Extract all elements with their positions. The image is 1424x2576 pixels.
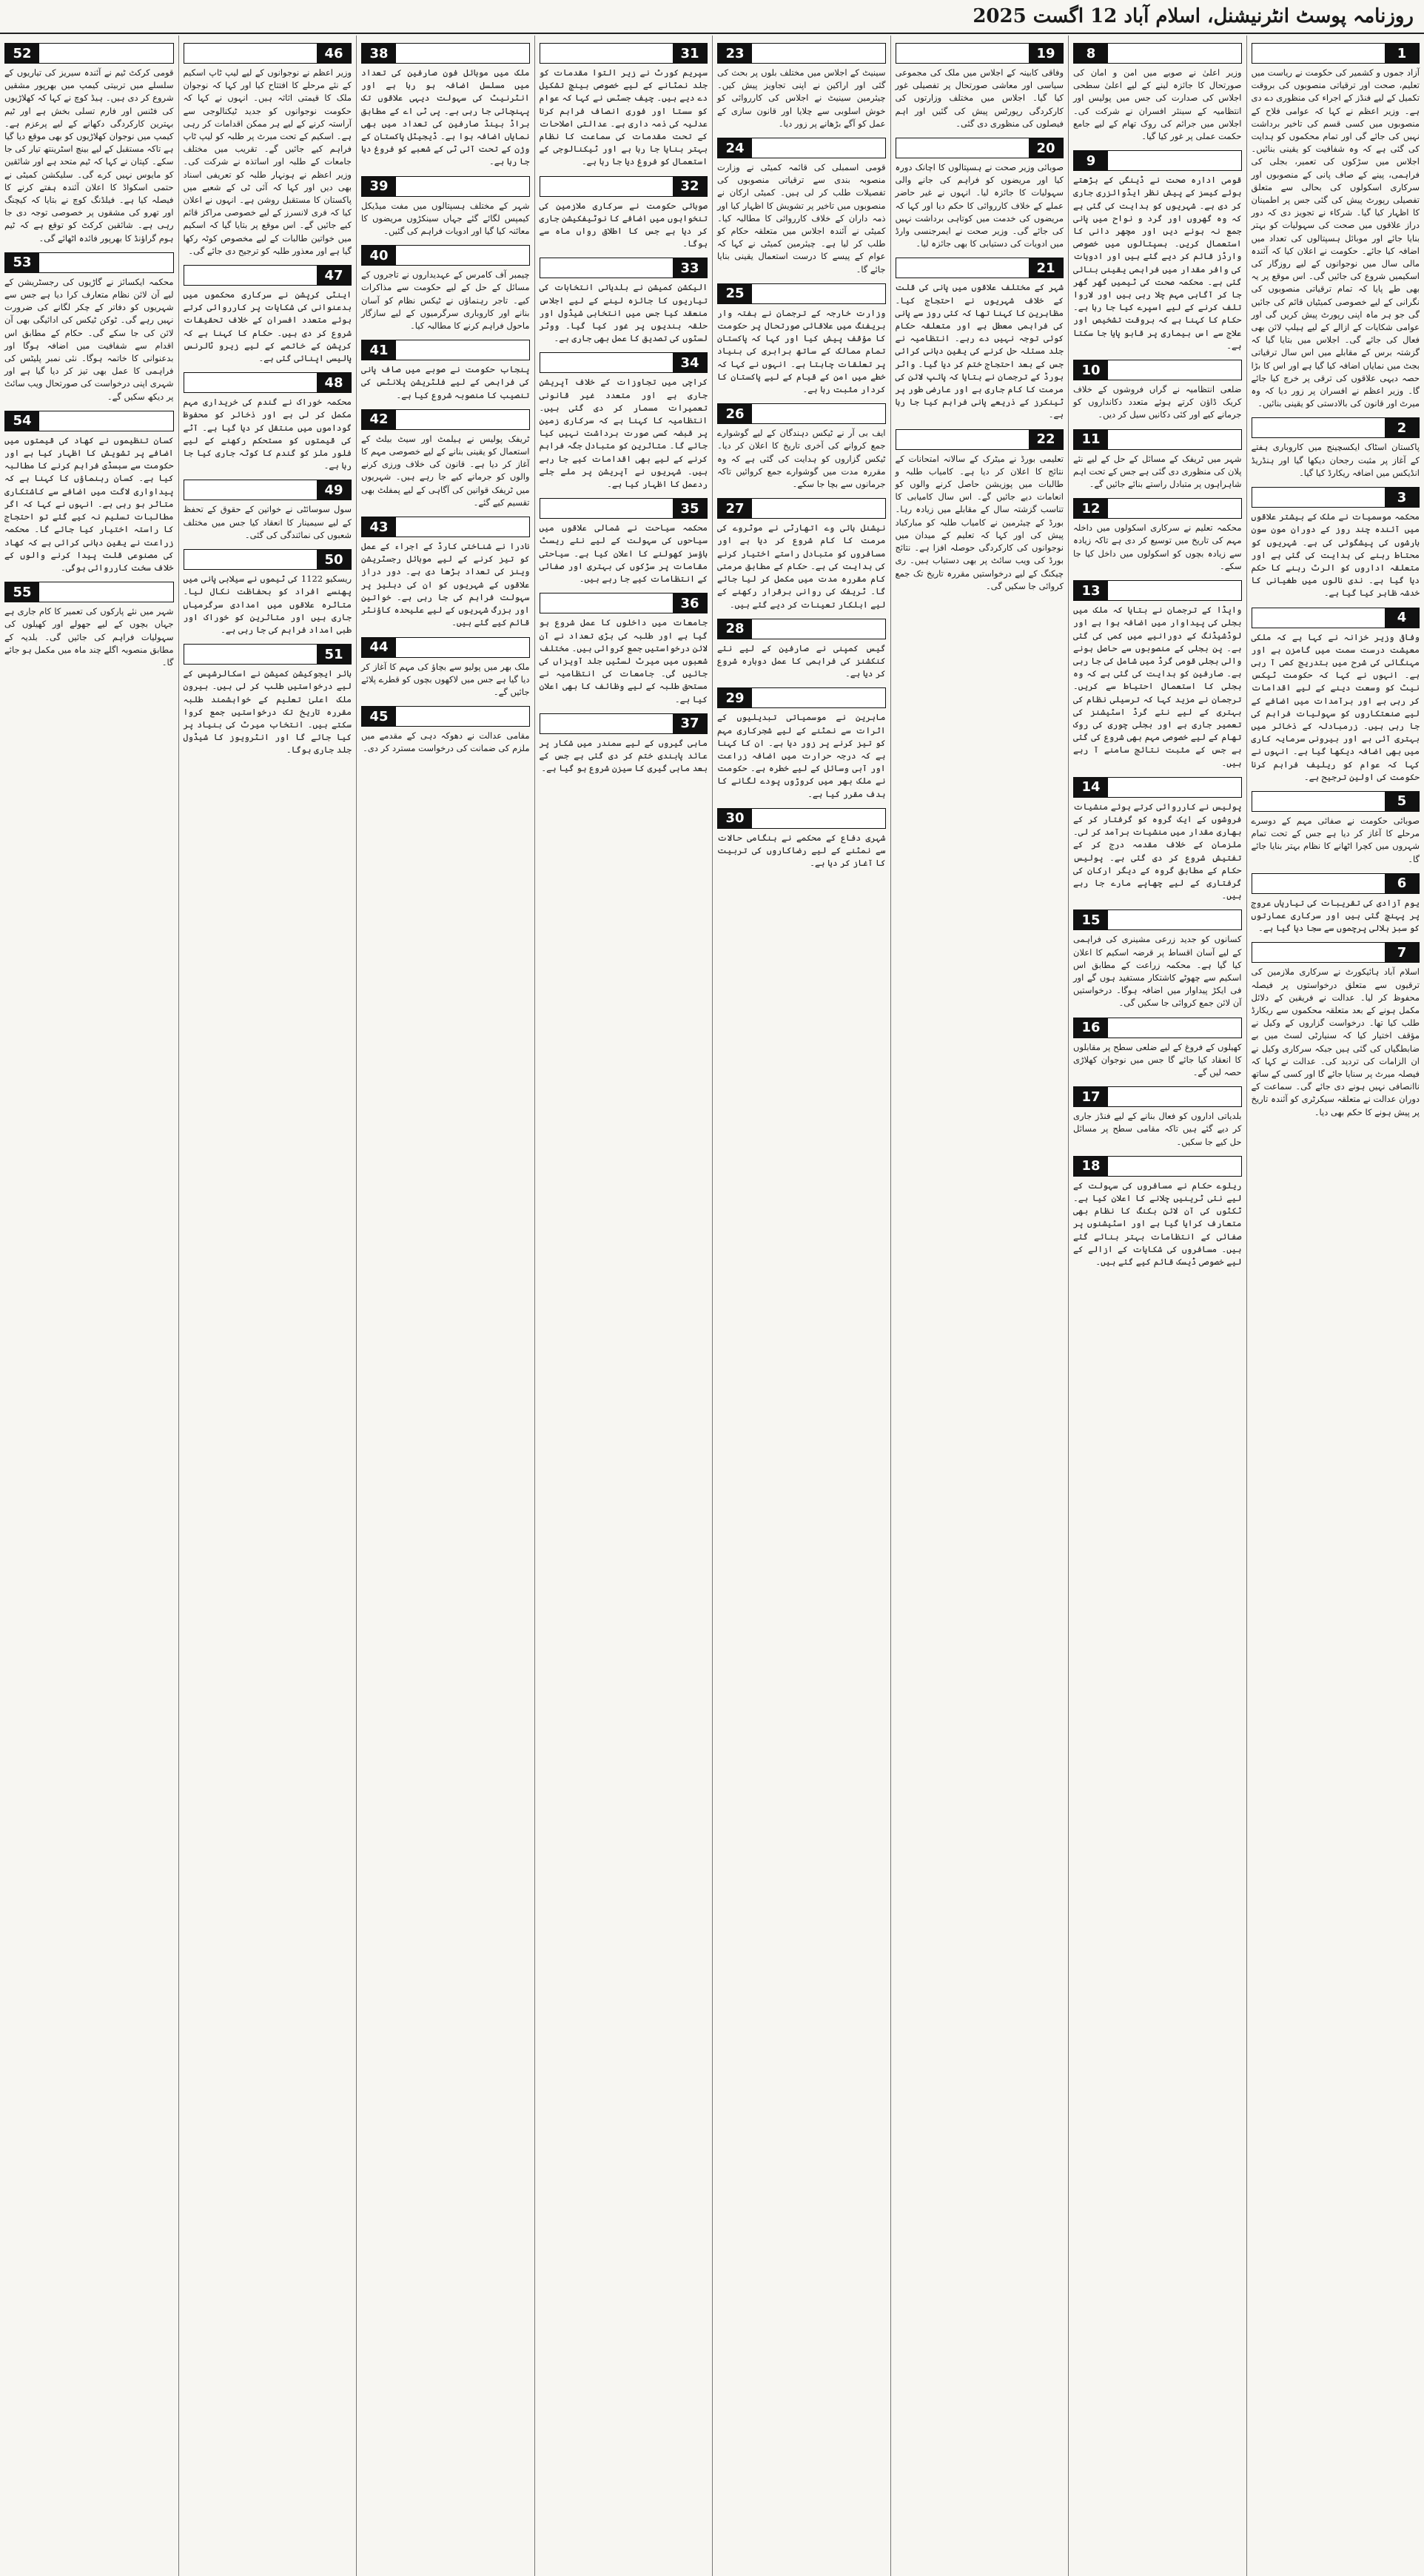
news-item [361, 409, 530, 509]
tab-bar [540, 714, 674, 733]
item-number-tab [1252, 942, 1420, 963]
item-number-tab [540, 593, 708, 613]
news-item [184, 549, 352, 636]
item-number-tab [717, 283, 886, 304]
item-text: یوم آزادی کی تقریبات کی تیاریاں عروج پر پہنچ گئی ہیں اور سرکاری عمارتوں کو سبز ہلالی پرچموں سے سجا دیا گیا ہے۔ [1251, 897, 1420, 934]
item-number-tab [540, 713, 708, 734]
item-text: شہر کے مختلف ہسپتالوں میں مفت میڈیکل کیمپس لگائے گئے جہاں سینکڑوں مریضوں کا معائنہ کیا گیا اور ادویات فراہم کی گئیں۔ [361, 200, 530, 237]
tab-bar [540, 353, 674, 372]
news-item [540, 713, 708, 776]
tab-bar [896, 44, 1030, 63]
item-number: 46 [317, 44, 351, 63]
item-text: بلدیاتی اداروں کو فعال بنانے کے لیے فنڈز جاری کر دیے گئے ہیں تاکہ مقامی سطح پر مسائل حل کیے جا سکیں۔ [1073, 1111, 1242, 1147]
item-number-tab [896, 138, 1064, 158]
news-column [1068, 36, 1246, 2576]
masthead [0, 0, 1424, 34]
news-item [184, 265, 352, 365]
news-item [896, 138, 1064, 250]
item-number-tab [184, 549, 352, 570]
tab-bar [1252, 608, 1386, 628]
item-number-tab [717, 138, 886, 158]
item-text: شہر میں ٹریفک کے مسائل کے حل کے لیے نئے پلان کی منظوری دی گئی ہے جس کے تحت اہم شاہراہوں پر متبادل راستے بنائے جائیں گے۔ [1073, 453, 1242, 490]
news-item [1252, 608, 1420, 784]
tab-bar [540, 499, 674, 518]
item-number-tab [1073, 777, 1242, 798]
item-number: 53 [5, 253, 39, 272]
item-text: قومی اسمبلی کی قائمہ کمیٹی نے وزارت منصوبہ بندی سے ترقیاتی منصوبوں کی تفصیلات طلب کر لی ہیں۔ کمیٹی ارکان نے منصوبوں میں تاخیر پر تشویش کا اظہار کیا اور ذمہ داران کے خلاف کارروائی کا مطالبہ کیا۔ کمیٹی نے آئندہ اجلاس میں متعلقہ حکام کو طلب کر لیا ہے۔ چیئرمین کمیٹی نے کہا کہ عوام کے پیسے کا درست استعمال یقینی بنایا جائے گا۔ [717, 162, 886, 275]
item-number: 30 [718, 809, 752, 828]
news-item [540, 352, 708, 491]
item-number: 55 [5, 582, 39, 602]
news-item [717, 283, 886, 396]
tab-bar [1252, 874, 1386, 893]
tab-bar [396, 517, 529, 537]
item-number: 36 [673, 593, 707, 613]
item-number: 54 [5, 411, 39, 431]
news-item [1073, 360, 1242, 422]
item-text: محکمہ سیاحت نے شمالی علاقوں میں سیاحوں کی سہولت کے لیے نئے ریسٹ ہاؤسز کھولنے کا اعلان کیا ہے۔ سیاحتی مقامات پر سڑکوں کی بہتری اور صفائی کے انتظامات کیے جا رہے ہیں۔ [539, 522, 708, 585]
item-number: 1 [1385, 44, 1419, 63]
item-number-tab [1252, 487, 1420, 508]
item-number-tab [1073, 360, 1242, 380]
item-number: 9 [1074, 151, 1108, 170]
item-text: محکمہ تعلیم نے سرکاری اسکولوں میں داخلہ مہم کی تاریخ میں توسیع کر دی ہے تاکہ زیادہ سے زیادہ بچوں کو اسکولوں میں داخل کیا جا سکے۔ [1073, 522, 1242, 571]
news-item [896, 43, 1064, 130]
tab-bar [1108, 1157, 1241, 1176]
item-number: 49 [317, 480, 351, 500]
tab-bar [396, 707, 529, 726]
tab-bar [1108, 778, 1241, 797]
tab-bar [540, 177, 674, 196]
news-item [1073, 777, 1242, 903]
news-item [540, 43, 708, 169]
item-number-tab [184, 372, 352, 393]
item-number-tab [1252, 417, 1420, 438]
item-text: الیکشن کمیشن نے بلدیاتی انتخابات کی تیاریوں کا جائزہ لینے کے لیے اجلاس منعقد کیا جس میں انتخابی شیڈول اور حلقہ بندیوں پر غور کیا گیا۔ ووٹر لسٹوں کی تصدیق کا عمل بھی جاری ہے۔ [539, 282, 708, 344]
item-number-tab [717, 808, 886, 829]
news-item [1073, 43, 1242, 143]
item-number-tab [361, 637, 530, 658]
item-text: آزاد جموں و کشمیر کی حکومت نے ریاست میں تعلیم، صحت اور ترقیاتی منصوبوں کی بروقت تکمیل کے لیے فنڈز کے اجراء کی منظوری دے دی ہے۔ وزیر اعظم نے کہا کہ عوامی فلاح کے منصوبوں میں کسی قسم کی تاخیر برداشت نہیں کی جائے گی اور تمام محکموں کو ہدایت کی گئی ہے کہ وہ شفافیت کو یقینی بنائیں۔ اجلاس میں سڑکوں کی تعمیر، بجلی کی فراہمی، پینے کے صاف پانی کے منصوبوں اور سرکاری اسکولوں کی بحالی سے متعلق تفصیلی رپورٹ پیش کی گئی جس پر اطمینان کا اظہار کیا گیا۔ شرکاء نے تجویز دی کہ دور دراز علاقوں میں صحت کی سہولیات کو بہتر بنایا جائے اور موبائل ہسپتالوں کی تعداد میں اضافہ کیا جائے۔ حکومت نے اعلان کیا کہ آئندہ مالی سال میں نوجوانوں کے لیے روزگار کی اسکیمیں شروع کی جائیں گی۔ اس موقع پر یہ بھی طے پایا کہ تمام ترقیاتی منصوبوں کی نگرانی کے لیے خصوصی کمیٹیاں قائم کی جائیں گی جو ہر ماہ اپنی رپورٹ پیش کریں گی اور عوامی شکایات کے ازالے کے لیے ہیلپ لائن بھی فعال کی جائے گی۔ اجلاس میں بتایا گیا کہ گزشتہ برس کے مقابلے میں اس سال ترقیاتی بجٹ میں نمایاں اضافہ کیا گیا ہے اور اس کا بڑا حصہ دیہی علاقوں کی ترقی پر خرچ کیا جائے گا۔ وزیر اعظم نے افسران پر زور دیا کہ وہ میرٹ اور قانون کی بالادستی کو یقینی بنائیں۔ [1251, 67, 1420, 409]
item-number-tab [540, 258, 708, 278]
item-number: 24 [718, 138, 752, 158]
item-text: ایف بی آر نے ٹیکس دہندگان کے لیے گوشوارے جمع کروانے کی آخری تاریخ کا اعلان کر دیا۔ ٹیکس گزاروں کو ہدایت کی گئی ہے کہ وہ مقررہ مدت میں گوشوارے جمع کروائیں تاکہ جرمانوں سے بچا جا سکے۔ [717, 428, 886, 490]
item-text: ملک بھر میں پولیو سے بچاؤ کی مہم کا آغاز کر دیا گیا ہے جس میں لاکھوں بچوں کو قطرے پلائے جائیں گے۔ [361, 661, 530, 697]
news-item [4, 43, 174, 245]
item-number: 15 [1074, 910, 1108, 929]
item-number: 52 [5, 44, 39, 63]
page-title: روزنامہ پوسٹ انٹرنیشنل، اسلام آباد 12 اگست 2025 [973, 5, 1414, 27]
news-item [1073, 909, 1242, 1009]
tab-bar [752, 688, 885, 707]
news-item [717, 43, 886, 130]
item-number: 13 [1074, 581, 1108, 600]
item-number: 41 [362, 340, 396, 360]
item-number: 42 [362, 410, 396, 429]
item-text: وزیر اعظم نے نوجوانوں کے لیے لیپ ٹاپ اسکیم کے نئے مرحلے کا افتتاح کیا اور کہا کہ نوجوان ملک کا قیمتی اثاثہ ہیں۔ انہوں نے کہا کہ حکومت نوجوانوں کو جدید ٹیکنالوجی سے آراستہ کرنے کے لیے ہر ممکن اقدامات کر رہی ہے۔ اسکیم کے تحت میرٹ پر طلبہ کو لیپ ٹاپ فراہم کیے جائیں گے۔ تقریب میں مختلف جامعات کے طلبہ اور اساتذہ نے شرکت کی۔ وزیر اعظم نے ہونہار طلبہ کو تعریفی اسناد بھی دیں اور کہا کہ آئی ٹی کے شعبے میں پاکستان کا مستقبل روشن ہے۔ انہوں نے اعلان کیا کہ فری لانسرز کے لیے خصوصی مراکز قائم کیے جائیں گے۔ اس موقع پر بتایا گیا کہ اسکیم میں خواتین طالبات کے لیے مخصوص کوٹہ رکھا گیا ہے اور معذور طلبہ کو ترجیح دی جائے گی۔ [183, 67, 352, 256]
item-number: 47 [317, 266, 351, 285]
item-number: 25 [718, 284, 752, 303]
news-item [1252, 487, 1420, 599]
news-column [890, 36, 1069, 2576]
item-number: 12 [1074, 499, 1108, 518]
item-number: 31 [673, 44, 707, 63]
tab-bar [752, 404, 885, 423]
news-item [896, 258, 1064, 421]
item-number: 16 [1074, 1018, 1108, 1038]
item-number-tab [361, 409, 530, 430]
item-number-tab [896, 43, 1064, 64]
item-number: 35 [673, 499, 707, 518]
tab-bar [396, 340, 529, 360]
item-text: ٹریفک پولیس نے ہیلمٹ اور سیٹ بیلٹ کے استعمال کو یقینی بنانے کے لیے خصوصی مہم کا آغاز کر دیا ہے۔ قانون کی خلاف ورزی کرنے والوں کو جرمانے کیے جا رہے ہیں۔ شہریوں میں ٹریفک قوانین کی آگاہی کے لیے پمفلٹ بھی تقسیم کیے گئے۔ [361, 433, 530, 508]
tab-bar [752, 499, 885, 518]
news-item [540, 593, 708, 705]
news-item [717, 403, 886, 491]
item-number: 34 [673, 353, 707, 372]
tab-bar [752, 809, 885, 828]
news-column [712, 36, 890, 2576]
item-number-tab [540, 176, 708, 197]
tab-bar [1108, 151, 1241, 170]
tab-bar [896, 258, 1030, 278]
item-text: محکمہ ایکسائز نے گاڑیوں کی رجسٹریشن کے لیے آن لائن نظام متعارف کرا دیا ہے جس سے شہریوں کو دفاتر کے چکر لگانے کی ضرورت نہیں رہے گی۔ ٹوکن ٹیکس کی ادائیگی بھی آن لائن کی جا سکے گی۔ حکام کے مطابق اس اقدام سے شفافیت میں اضافہ ہوگا اور بدعنوانی کا خاتمہ ہوگا۔ نئی نمبر پلیٹس کی فراہمی کا عمل بھی تیز کر دیا گیا ہے اور شہری اپنی درخواست کی صورتحال ویب سائٹ پر دیکھ سکیں گے۔ [4, 276, 174, 402]
item-number: 44 [362, 638, 396, 657]
item-text: نادرا نے شناختی کارڈ کے اجراء کے عمل کو تیز کرنے کے لیے موبائل رجسٹریشن وینز کی تعداد بڑھا دی ہے۔ دور دراز علاقوں کے شہریوں کو ان کی دہلیز پر سہولت فراہم کی جا رہی ہے۔ خواتین اور بزرگ شہریوں کے لیے علیحدہ کاؤنٹر قائم کیے گئے ہیں۔ [361, 541, 530, 628]
item-number: 23 [718, 44, 752, 63]
item-number: 27 [718, 499, 752, 518]
item-text: سول سوسائٹی نے خواتین کے حقوق کے تحفظ کے لیے سیمینار کا انعقاد کیا جس میں مختلف شعبوں کی نمائندگی کی گئی۔ [183, 504, 352, 540]
item-number-tab [184, 43, 352, 64]
item-number: 43 [362, 517, 396, 537]
tab-bar [1252, 488, 1386, 507]
tab-bar [39, 44, 173, 63]
item-number-tab [717, 43, 886, 64]
item-text: صوبائی حکومت نے صفائی مہم کے دوسرے مرحلے کا آغاز کر دیا ہے جس کے تحت تمام شہروں میں کچرا اٹھانے کا نظام بہتر بنایا جائے گا۔ [1251, 815, 1420, 864]
item-text: وزارت خارجہ کے ترجمان نے ہفتہ وار بریفنگ میں علاقائی صورتحال پر حکومت کا مؤقف پیش کیا اور کہا کہ پاکستان تمام ممالک کے ساتھ برابری کی بنیاد پر تعلقات چاہتا ہے۔ انہوں نے کہا کہ خطے میں امن کے قیام کے لیے پاکستان کا کردار مثبت رہا ہے۔ [717, 307, 886, 395]
item-number-tab [1252, 608, 1420, 628]
news-item [1252, 873, 1420, 935]
tab-bar [396, 44, 529, 63]
item-number: 20 [1029, 138, 1063, 158]
news-item [1073, 498, 1242, 573]
tab-bar [1108, 1087, 1241, 1106]
item-number-tab [1073, 1018, 1242, 1038]
item-number-tab [1073, 1086, 1242, 1107]
item-number: 33 [673, 258, 707, 278]
tab-bar [1252, 418, 1386, 437]
item-number: 50 [317, 550, 351, 569]
item-number-tab [361, 517, 530, 537]
item-number: 28 [718, 619, 752, 639]
item-number: 14 [1074, 778, 1108, 797]
item-number-tab [1073, 580, 1242, 601]
news-item [717, 498, 886, 611]
item-number-tab [1252, 873, 1420, 894]
item-text: اینٹی کرپشن نے سرکاری محکموں میں بدعنوانی کی شکایات پر کارروائی کرتے ہوئے متعدد افسران کے خلاف تحقیقات شروع کر دی ہیں۔ حکام کا کہنا ہے کہ کرپشن کے خاتمے کے لیے زیرو ٹالرنس پالیسی اپنائی گئی ہے۔ [183, 289, 352, 364]
item-number-tab [4, 582, 174, 602]
item-text: پنجاب حکومت نے صوبے میں صاف پانی کی فراہمی کے لیے فلٹریشن پلانٹس کی تنصیب کا منصوبہ شروع کیا ہے۔ [361, 364, 530, 400]
news-item [1073, 1156, 1242, 1268]
item-number-tab [717, 403, 886, 424]
item-text: نیشنل ہائی وے اتھارٹی نے موٹروے کی مرمت کا کام شروع کر دیا ہے اور مسافروں کو متبادل راستے اختیار کرنے کی ہدایت کی ہے۔ حکام کے مطابق مرمتی کام مقررہ مدت میں مکمل کر لیا جائے گا۔ ٹریفک کی روانی برقرار رکھنے کے لیے اہلکار تعینات کر دیے گئے ہیں۔ [717, 522, 886, 610]
item-text: گیس کمپنی نے صارفین کے لیے نئے کنکشنز کی فراہمی کا عمل دوبارہ شروع کر دیا ہے۔ [717, 642, 886, 679]
item-number: 8 [1074, 44, 1108, 63]
news-item [540, 498, 708, 585]
tab-bar [1108, 910, 1241, 929]
item-text: ہائر ایجوکیشن کمیشن نے اسکالرشپس کے لیے درخواستیں طلب کر لی ہیں۔ بیرون ملک اعلیٰ تعلیم کے خواہشمند طلبہ مقررہ تاریخ تک درخواستیں جمع کروا سکتے ہیں۔ انتخاب میرٹ کی بنیاد پر کیا جائے گا اور انٹرویوز کا شیڈول جلد جاری ہوگا۔ [183, 668, 352, 756]
item-text: تعلیمی بورڈ نے میٹرک کے سالانہ امتحانات کے نتائج کا اعلان کر دیا ہے۔ کامیاب طلبہ و طالبات میں پوزیشن حاصل کرنے والوں کو انعامات دیے جائیں گے۔ اس سال کامیابی کا تناسب گزشتہ سال کے مقابلے میں زیادہ رہا۔ بورڈ کے چیئرمین نے کامیاب طلبہ کو مبارکباد پیش کی اور کہا کہ تعلیم کے میدان میں نوجوانوں کی کارکردگی حوصلہ افزا ہے۔ نتائج بورڈ کی ویب سائٹ پر بھی دستیاب ہیں۔ ری چیکنگ کے لیے درخواستیں مقررہ تاریخ تک جمع کروائی جا سکیں گی۔ [895, 453, 1064, 591]
item-number: 37 [673, 714, 707, 733]
news-item [361, 176, 530, 238]
item-text: وزیر اعلیٰ نے صوبے میں امن و امان کی صورتحال کا جائزہ لینے کے لیے اعلیٰ سطحی اجلاس کی صدارت کی جس میں پولیس اور انتظامیہ کے سینئر افسران نے شرکت کی۔ اجلاس میں جرائم کی روک تھام کے لیے جامع حکمت عملی پر غور کیا گیا۔ [1073, 67, 1242, 142]
tab-bar [1108, 1018, 1241, 1038]
tab-bar [1252, 943, 1386, 962]
item-number-tab [540, 352, 708, 373]
tab-bar [752, 284, 885, 303]
item-number-tab [896, 258, 1064, 278]
tab-bar [896, 138, 1030, 158]
item-text: اسلام آباد ہائیکورٹ نے سرکاری ملازمین کی ترقیوں سے متعلق درخواستوں پر فیصلہ محفوظ کر لیا۔ عدالت نے فریقین کے دلائل مکمل ہونے کے بعد متعلقہ محکموں سے ریکارڈ طلب کیا تھا۔ درخواست گزاروں کے وکیل نے مؤقف اختیار کیا کہ سنیارٹی لسٹ میں بے ضابطگیاں کی گئی ہیں جبکہ سرکاری وکیل نے ان الزامات کی تردید کی۔ عدالت نے کہا کہ فیصلہ میرٹ پر سنایا جائے گا اور کسی کے ساتھ ناانصافی نہیں ہونے دی جائے گی۔ سماعت کے دوران عدالت نے متعلقہ سیکرٹری کو آئندہ تاریخ پر پیش ہونے کا حکم بھی دیا۔ [1251, 966, 1420, 1117]
news-column [534, 36, 713, 2576]
item-number-tab [361, 43, 530, 64]
tab-bar [39, 582, 173, 602]
item-number-tab [1073, 909, 1242, 930]
news-item [1073, 1018, 1242, 1080]
item-number: 38 [362, 44, 396, 63]
tab-bar [184, 44, 318, 63]
item-text: جامعات میں داخلوں کا عمل شروع ہو گیا ہے اور طلبہ کی بڑی تعداد نے آن لائن درخواستیں جمع کروائی ہیں۔ مختلف شعبوں میں میرٹ لسٹیں جلد آویزاں کی جائیں گی۔ جامعات کی انتظامیہ نے مستحق طلبہ کے لیے وظائف کا بھی اعلان کیا ہے۔ [539, 617, 708, 704]
news-item [1073, 1086, 1242, 1149]
news-item [361, 637, 530, 699]
news-item [1252, 942, 1420, 1118]
tab-bar [752, 138, 885, 158]
item-number-tab [361, 340, 530, 360]
tab-bar [1108, 44, 1241, 63]
news-item [4, 582, 174, 669]
item-number-tab [184, 644, 352, 665]
tab-bar [184, 550, 318, 569]
item-text: ملک میں موبائل فون صارفین کی تعداد میں مسلسل اضافہ ہو رہا ہے اور انٹرنیٹ کی سہولت دیہی علاقوں تک پہنچائی جا رہی ہے۔ پی ٹی اے کے مطابق براڈ بینڈ صارفین کی تعداد میں بھی نمایاں اضافہ ہوا ہے۔ ڈیجیٹل پاکستان کے وژن کے تحت آئی ٹی کے شعبے کو فروغ دیا جا رہا ہے۔ [361, 67, 530, 167]
item-number-tab [1073, 43, 1242, 64]
item-text: واپڈا کے ترجمان نے بتایا کہ ملک میں بجلی کی پیداوار میں اضافہ ہوا ہے اور لوڈشیڈنگ کے دورانیے میں کمی کی گئی ہے۔ پن بجلی کے منصوبوں سے حاصل ہونے والی بجلی قومی گرڈ میں شامل کی جا رہی ہے۔ صارفین کو ہدایت کی گئی ہے کہ وہ بجلی کا استعمال احتیاط سے کریں۔ ترجمان نے مزید کہا کہ ترسیلی نظام کی بہتری کے لیے نئے گرڈ اسٹیشنز کی تعمیر جاری ہے اور بجلی چوری کی روک تھام کے لیے خصوصی مہم بھی شروع کی گئی ہے جس کے مثبت نتائج سامنے آ رہے ہیں۔ [1073, 605, 1242, 768]
item-number: 21 [1029, 258, 1063, 278]
news-item [361, 706, 530, 755]
item-text: ریلوے حکام نے مسافروں کی سہولت کے لیے نئی ٹرینیں چلانے کا اعلان کیا ہے۔ ٹکٹوں کی آن لائن بکنگ کا نظام بھی متعارف کرایا گیا ہے اور اسٹیشنوں پر صفائی کے انتظامات بہتر بنائے گئے ہیں۔ مسافروں کی شکایات کے ازالے کے لیے خصوصی ڈیسک قائم کیے گئے ہیں۔ [1073, 1180, 1242, 1268]
tab-bar [396, 177, 529, 196]
item-text: کسان تنظیموں نے کھاد کی قیمتوں میں اضافے پر تشویش کا اظہار کیا ہے اور حکومت سے سبسڈی فراہم کرنے کا مطالبہ کیا ہے۔ کسان رہنماؤں کا کہنا ہے کہ پیداواری لاگت میں اضافے سے کاشتکاری متاثر ہو رہی ہے۔ انہوں نے کہا کہ اگر مطالبات تسلیم نہ کیے گئے تو احتجاج کا راستہ اختیار کیا جائے گا۔ محکمہ زراعت نے یقین دہانی کرائی ہے کہ کھاد کی مصنوعی قلت پیدا کرنے والوں کے خلاف سخت کارروائی ہوگی۔ [4, 434, 174, 573]
item-text: قومی ادارہ صحت نے ڈینگی کے بڑھتے ہوئے کیسز کے پیش نظر ایڈوائزری جاری کر دی ہے۔ شہریوں کو ہدایت کی گئی ہے کہ وہ گھروں اور گرد و نواح میں پانی جمع نہ ہونے دیں اور مچھر دانی کا استعمال کریں۔ ہسپتالوں میں خصوصی وارڈز قائم کر دیے گئے ہیں اور ادویات کی وافر مقدار میں فراہمی یقینی بنائی گئی ہے۔ محکمہ صحت کی ٹیمیں گھر گھر جا کر آگاہی مہم چلا رہی ہیں اور لاروا تلف کرنے کے لیے اسپرے کیا جا رہا ہے۔ حکام کا کہنا ہے کہ بروقت تشخیص اور علاج سے اس بیماری پر قابو پایا جا سکتا ہے۔ [1073, 175, 1242, 351]
item-number: 11 [1074, 430, 1108, 449]
tab-bar [1108, 360, 1241, 380]
item-number-tab [717, 687, 886, 708]
item-number: 4 [1385, 608, 1419, 628]
item-text: پولیس نے کارروائی کرتے ہوئے منشیات فروشوں کے ایک گروہ کو گرفتار کر کے بھاری مقدار میں منشیات برآمد کر لی۔ ملزمان کے خلاف مقدمہ درج کر کے تفتیش شروع کر دی گئی ہے۔ پولیس حکام کے مطابق گروہ کے دیگر ارکان کی گرفتاری کے لیے چھاپے مارے جا رہے ہیں۔ [1073, 801, 1242, 901]
item-text: ماہی گیروں کے لیے سمندر میں شکار پر عائد پابندی ختم کر دی گئی ہے جس کے بعد ماہی گیری کا سیزن شروع ہو گیا ہے۔ [539, 737, 708, 774]
news-item [361, 43, 530, 169]
item-text: سپریم کورٹ نے زیر التوا مقدمات کو جلد نمٹانے کے لیے خصوصی بینچ تشکیل دے دیے ہیں۔ چیف جسٹس نے کہا کہ عوام کو سستا اور فوری انصاف فراہم کرنا عدلیہ کی ذمہ داری ہے۔ عدالتی اصلاحات کے تحت مقدمات کی سماعت کا نظام بہتر بنایا جا رہا ہے اور ٹیکنالوجی کے استعمال کو فروغ دیا جا رہا ہے۔ [539, 67, 708, 167]
news-column [178, 36, 357, 2576]
item-number-tab [717, 498, 886, 519]
item-number: 39 [362, 177, 396, 196]
tab-bar [1252, 792, 1386, 811]
tab-bar [540, 258, 674, 278]
item-number: 5 [1385, 792, 1419, 811]
item-text: کھیلوں کے فروغ کے لیے ضلعی سطح پر مقابلوں کا انعقاد کیا جائے گا جس میں نوجوان کھلاڑی حصہ لیں گے۔ [1073, 1041, 1242, 1077]
news-item [361, 517, 530, 629]
tab-bar [1252, 44, 1386, 63]
item-number: 6 [1385, 874, 1419, 893]
tab-bar [396, 638, 529, 657]
tab-bar [39, 253, 173, 272]
tab-bar [184, 645, 318, 664]
item-text: وفاقی کابینہ کے اجلاس میں ملک کی مجموعی سیاسی اور معاشی صورتحال پر تفصیلی غور کیا گیا۔ اجلاس میں مختلف وزارتوں کی کارکردگی رپورٹس پیش کی گئیں اور اہم فیصلوں کی منظوری دی گئی۔ [895, 67, 1064, 129]
item-number: 7 [1385, 943, 1419, 962]
news-item [361, 245, 530, 332]
news-item [717, 619, 886, 681]
item-number-tab [4, 252, 174, 273]
news-column [356, 36, 534, 2576]
news-item [4, 252, 174, 403]
item-number: 48 [317, 373, 351, 392]
tab-bar [396, 410, 529, 429]
news-item [184, 480, 352, 542]
item-number-tab [1073, 150, 1242, 171]
item-number-tab [4, 411, 174, 431]
item-text: مقامی عدالت نے دھوکہ دہی کے مقدمے میں ملزم کی ضمانت کی درخواست مسترد کر دی۔ [361, 730, 530, 754]
item-text: شہر کے مختلف علاقوں میں پانی کی قلت کے خلاف شہریوں نے احتجاج کیا۔ مظاہرین کا کہنا تھا کہ کئی روز سے پانی کی فراہمی معطل ہے اور متعلقہ حکام کوئی توجہ نہیں دے رہے۔ انتظامیہ نے جلد مسئلہ حل کرنے کی یقین دہانی کرائی جس کے بعد احتجاج ختم کر دیا گیا۔ واٹر بورڈ کے ترجمان نے بتایا کہ پائپ لائن کی مرمت کا کام جاری ہے اور عارضی طور پر ٹینکرز کے ذریعے پانی فراہم کیا جا رہا ہے۔ [895, 282, 1064, 420]
item-text: محکمہ خوراک نے گندم کی خریداری مہم مکمل کر لی ہے اور ذخائر کو محفوظ گوداموں میں منتقل کر دیا گیا ہے۔ آٹے کی قیمتوں کو مستحکم رکھنے کے لیے فلور ملز کو گندم کا کوٹہ جاری کیا جا رہا ہے۔ [183, 397, 352, 471]
news-item [540, 258, 708, 345]
tab-bar [1108, 499, 1241, 518]
tab-bar [184, 373, 318, 392]
news-item [1073, 580, 1242, 770]
news-column [1246, 36, 1424, 2576]
item-text: ضلعی انتظامیہ نے گراں فروشوں کے خلاف کریک ڈاؤن کرتے ہوئے متعدد دکانداروں کو جرمانے کیے اور کئی دکانیں سیل کر دیں۔ [1073, 384, 1242, 420]
item-number-tab [361, 245, 530, 266]
item-text: پاکستان اسٹاک ایکسچینج میں کاروباری ہفتے کے آغاز پر مثبت رجحان دیکھا گیا اور ہنڈریڈ انڈیکس میں اضافہ ریکارڈ کیا گیا۔ [1251, 442, 1420, 478]
news-item [184, 644, 352, 756]
tab-bar [752, 619, 885, 639]
news-item [896, 429, 1064, 593]
item-number-tab [184, 265, 352, 286]
item-text: ریسکیو 1122 کی ٹیموں نے سیلابی پانی میں پھنسے افراد کو بحفاظت نکال لیا۔ متاثرہ علاقوں میں امدادی سرگرمیاں جاری ہیں اور متاثرین کو خوراک اور طبی امداد فراہم کی جا رہی ہے۔ [183, 574, 352, 635]
item-number-tab [361, 706, 530, 727]
news-item [184, 372, 352, 472]
tab-bar [1108, 430, 1241, 449]
news-item [4, 411, 174, 574]
news-item [717, 808, 886, 870]
item-number-tab [184, 480, 352, 500]
item-number: 2 [1385, 418, 1419, 437]
tab-bar [540, 593, 674, 613]
news-item [1252, 43, 1420, 410]
tab-bar [184, 266, 318, 285]
item-number-tab [1073, 429, 1242, 450]
item-text: وفاقی وزیر خزانہ نے کہا ہے کہ ملکی معیشت درست سمت میں گامزن ہے اور مہنگائی کی شرح میں بتدریج کمی آ رہی ہے۔ انہوں نے کہا کہ حکومت ٹیکس نیٹ کو وسعت دینے کے لیے اقدامات کر رہی ہے اور برآمدات میں اضافے کے لیے صنعتکاروں کو سہولیات فراہم کی جا رہی ہیں۔ زرمبادلہ کے ذخائر میں بہتری آئی ہے اور بیرونی سرمایہ کاری میں بھی اضافہ دیکھا گیا ہے۔ انہوں نے کہا کہ عوام کو ریلیف فراہم کرنا حکومت کی اولین ترجیح ہے۔ [1251, 631, 1420, 782]
item-number: 26 [718, 404, 752, 423]
news-column [0, 36, 178, 2576]
item-number-tab [361, 176, 530, 197]
item-number: 45 [362, 707, 396, 726]
tab-bar [540, 44, 674, 63]
item-number: 29 [718, 688, 752, 707]
item-number: 22 [1029, 430, 1063, 449]
news-item [540, 176, 708, 251]
item-number: 19 [1029, 44, 1063, 63]
item-text: شہر میں نئے پارکوں کی تعمیر کا کام جاری ہے جہاں بچوں کے لیے جھولے اور کھیلوں کی سہولیات فراہم کی جائیں گی۔ بلدیہ کے مطابق منصوبہ اگلے چند ماہ میں مکمل ہو جائے گا۔ [4, 606, 174, 667]
item-text: صوبائی وزیر صحت نے ہسپتالوں کا اچانک دورہ کیا اور مریضوں کو فراہم کی جانے والی سہولیات کا جائزہ لیا۔ انہوں نے غیر حاضر عملے کے خلاف کارروائی کا حکم دیا اور کہا کہ مریضوں کی خدمت میں کوتاہی برداشت نہیں کی جائے گی۔ وزیر صحت نے ایمرجنسی وارڈ میں ادویات کی دستیابی کا بھی جائزہ لیا۔ [895, 162, 1064, 249]
item-number-tab [4, 43, 174, 64]
item-text: کراچی میں تجاوزات کے خلاف آپریشن جاری ہے اور متعدد غیر قانونی تعمیرات مسمار کر دی گئی ہیں۔ انتظامیہ کا کہنا ہے کہ سرکاری زمین پر قبضہ کسی صورت برداشت نہیں کیا جائے گا۔ متاثرین کو متبادل جگہ فراہم کرنے کے لیے بھی اقدامات کیے جا رہے ہیں۔ شہریوں نے آپریشن پر ملے جلے ردعمل کا اظہار کیا ہے۔ [539, 377, 708, 490]
item-number-tab [1252, 791, 1420, 812]
news-item [1073, 429, 1242, 491]
item-number-tab [1073, 498, 1242, 519]
tab-bar [39, 411, 173, 431]
item-text: سینیٹ کے اجلاس میں مختلف بلوں پر بحث کی گئی اور اراکین نے اپنی تجاویز پیش کیں۔ چیئرمین سینیٹ نے اجلاس کی کارروائی کو خوش اسلوبی سے چلایا اور قانون سازی کے عمل کو آگے بڑھانے پر زور دیا۔ [717, 67, 886, 129]
item-number: 17 [1074, 1087, 1108, 1106]
columns-container [0, 36, 1424, 2576]
news-item [1252, 417, 1420, 480]
item-text: کسانوں کو جدید زرعی مشینری کی فراہمی کے لیے آسان اقساط پر قرضہ اسکیم کا اعلان کیا گیا ہے۔ محکمہ زراعت کے مطابق اس اسکیم سے چھوٹے کاشتکار مستفید ہوں گے اور فی ایکڑ پیداوار میں اضافہ ہوگا۔ درخواستیں آن لائن جمع کروائی جا سکیں گی۔ [1073, 934, 1242, 1009]
item-number-tab [1252, 43, 1420, 64]
item-number-tab [717, 619, 886, 639]
tab-bar [896, 430, 1030, 449]
item-number-tab [1073, 1156, 1242, 1177]
item-number-tab [540, 43, 708, 64]
tab-bar [1108, 581, 1241, 600]
tab-bar [396, 246, 529, 265]
item-number: 40 [362, 246, 396, 265]
news-item [361, 340, 530, 402]
tab-bar [184, 480, 318, 500]
item-number: 3 [1385, 488, 1419, 507]
item-number: 32 [673, 177, 707, 196]
news-item [1252, 791, 1420, 866]
tab-bar [752, 44, 885, 63]
news-item [717, 138, 886, 276]
item-text: محکمہ موسمیات نے ملک کے بیشتر علاقوں میں آئندہ چند روز کے دوران مون سون بارشوں کی پیشگوئی کی ہے۔ شہریوں کو محتاط رہنے کی ہدایت کی گئی ہے اور متعلقہ اداروں کو الرٹ رہنے کا حکم دیا گیا ہے۔ ندی نالوں میں طغیانی کا خدشہ ظاہر کیا گیا ہے۔ [1251, 511, 1420, 599]
item-text: شہری دفاع کے محکمے نے ہنگامی حالات سے نمٹنے کے لیے رضاکاروں کی تربیت کا آغاز کر دیا ہے۔ [717, 832, 886, 869]
item-number: 10 [1074, 360, 1108, 380]
item-text: صوبائی حکومت نے سرکاری ملازمین کی تنخواہوں میں اضافے کا نوٹیفکیشن جاری کر دیا ہے جس کا اطلاق رواں ماہ سے ہوگا۔ [539, 200, 708, 249]
item-text: ماہرین نے موسمیاتی تبدیلیوں کے اثرات سے نمٹنے کے لیے شجرکاری مہم کو تیز کرنے پر زور دیا ہے۔ ان کا کہنا ہے کہ درجہ حرارت میں اضافہ زراعت اور آبی وسائل کے لیے خطرہ ہے۔ حکومت نے ملک بھر میں کروڑوں پودے لگانے کا ہدف مقرر کیا ہے۔ [717, 712, 886, 799]
item-number: 18 [1074, 1157, 1108, 1176]
item-text: چیمبر آف کامرس کے عہدیداروں نے تاجروں کے مسائل کے حل کے لیے حکومت سے مذاکرات کیے۔ تاجر رہنماؤں نے ٹیکس نظام کو آسان بنانے اور کاروباری سرگرمیوں کے لیے سازگار ماحول فراہم کرنے کا مطالبہ کیا۔ [361, 269, 530, 332]
item-number-tab [540, 498, 708, 519]
news-item [1073, 150, 1242, 352]
news-item [717, 687, 886, 800]
item-text: قومی کرکٹ ٹیم نے آئندہ سیریز کی تیاریوں کے سلسلے میں تربیتی کیمپ میں بھرپور مشقیں شروع کر دی ہیں۔ ہیڈ کوچ نے کہا کہ کھلاڑیوں کی فٹنس اور فارم تسلی بخش ہے اور ٹیم بہترین کارکردگی دکھانے کے لیے پرعزم ہے۔ کیمپ میں نوجوان کھلاڑیوں کو بھی موقع دیا گیا ہے تاکہ مستقبل کے لیے بینچ اسٹرینتھ تیار کی جا سکے۔ کپتان نے کہا کہ ٹیم متحد ہے اور شائقین کو مایوس نہیں کرے گی۔ سلیکشن کمیٹی نے حتمی اسکواڈ کا اعلان آئندہ ہفتے کرنے کا فیصلہ کیا ہے۔ فیلڈنگ کوچ نے بتایا کہ کیچنگ اور تھرو کی مشقوں پر خصوصی توجہ دی جا رہی ہے۔ شائقین کرکٹ کو توقع ہے کہ ٹیم ہوم گراؤنڈ کا بھرپور فائدہ اٹھائے گی۔ [4, 67, 174, 243]
item-number-tab [896, 429, 1064, 450]
news-item [184, 43, 352, 258]
item-number: 51 [317, 645, 351, 664]
